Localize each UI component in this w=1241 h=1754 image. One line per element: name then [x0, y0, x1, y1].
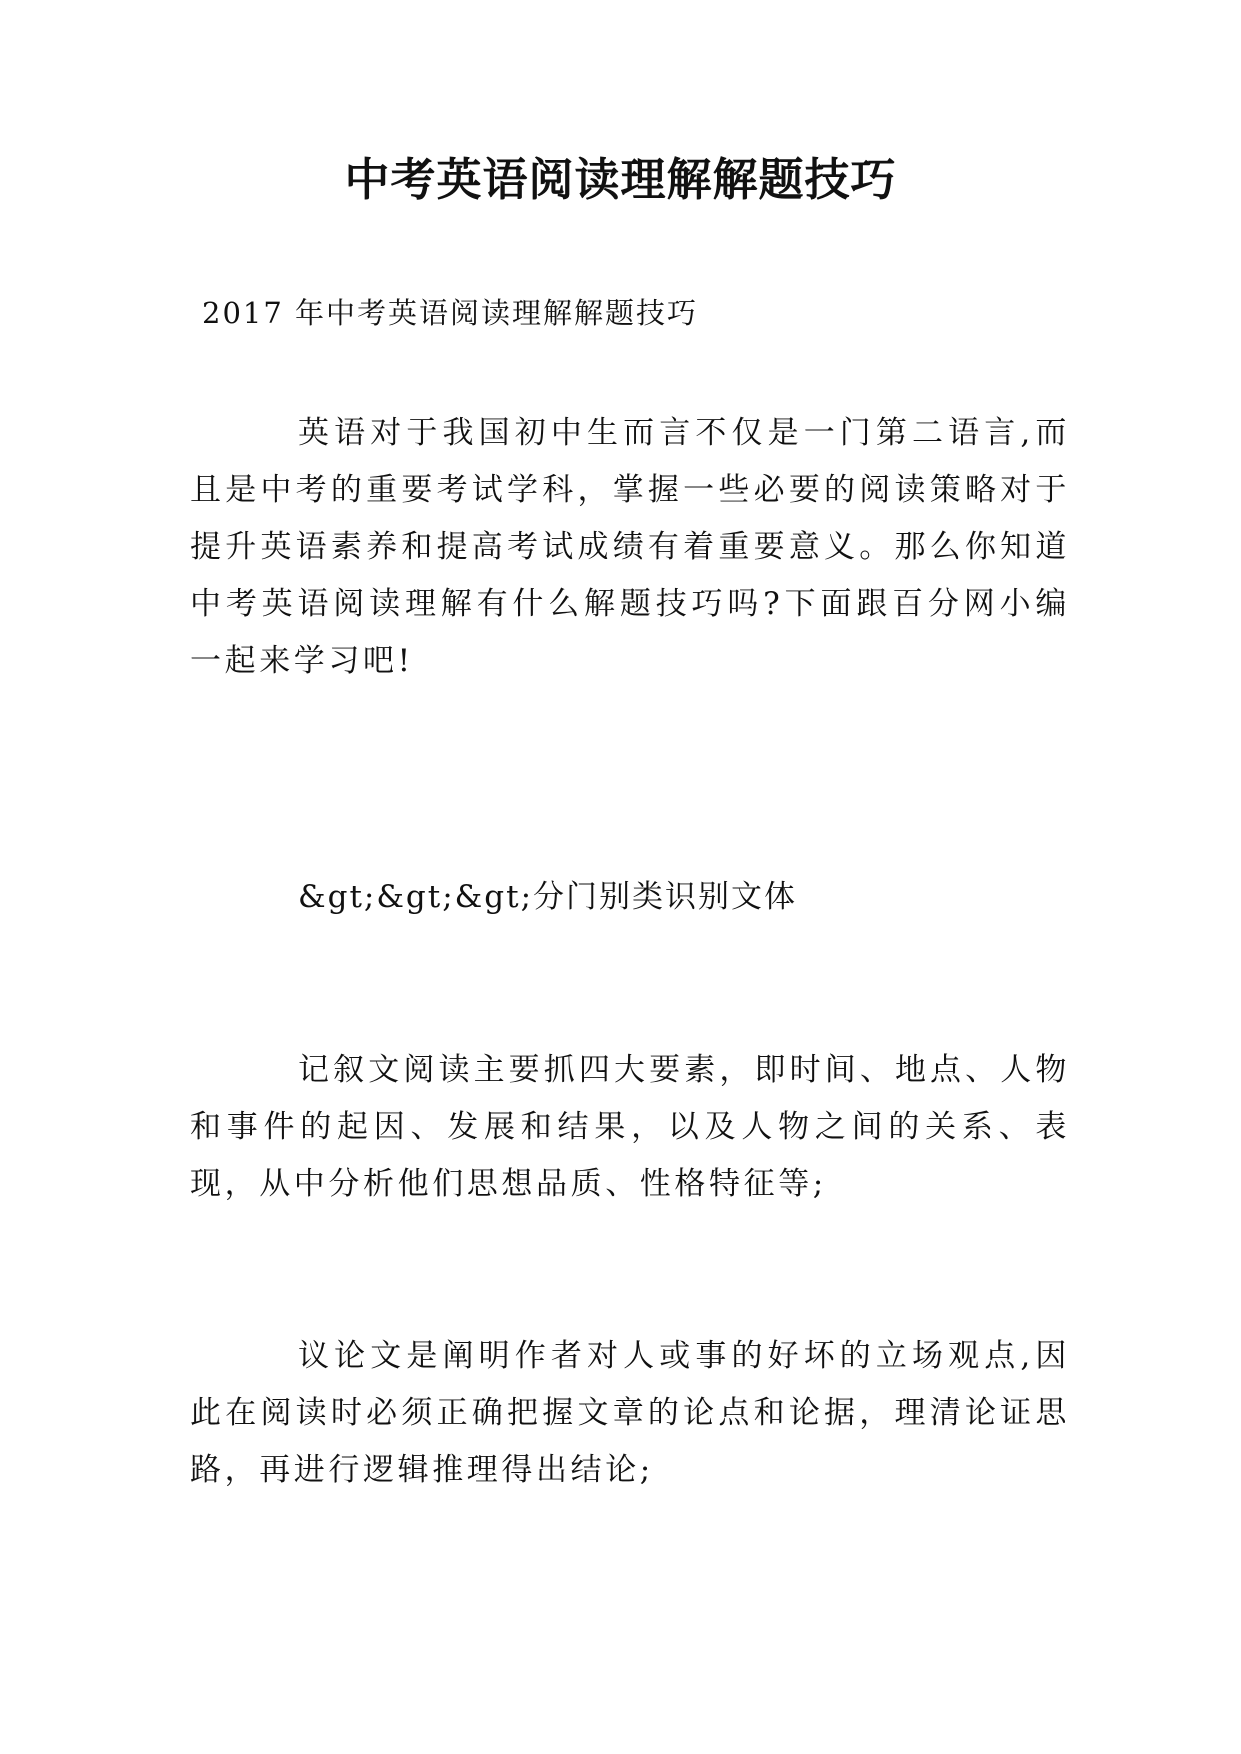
section-heading: &gt;&gt;&gt;分门别类识别文体 — [298, 879, 798, 915]
narrative-paragraph: 记叙文阅读主要抓四大要素，即时间、地点、人物和事件的起因、发展和结果，以及人物之间的关系、表现，从中分析他们思想品质、性格特征等; — [190, 1052, 1070, 1202]
argument-paragraph: 议论文是阐明作者对人或事的好坏的立场观点,因此在阅读时必须正确把握文章的论点和论据，理清论证思路，再进行逻辑推理得出结论; — [190, 1338, 1070, 1488]
document-subtitle: 2017 年中考英语阅读理解解题技巧 — [202, 296, 699, 330]
intro-paragraph: 英语对于我国初中生而言不仅是一门第二语言,而且是中考的重要考试学科，掌握一些必要的阅读策略对于提升英语素养和提高考试成绩有着重要意义。那么你知道中考英语阅读理解有什么解题技巧吗?下面跟百分网小编一起来学习吧! — [190, 415, 1070, 679]
document-title: 中考英语阅读理解解题技巧 — [344, 153, 897, 206]
